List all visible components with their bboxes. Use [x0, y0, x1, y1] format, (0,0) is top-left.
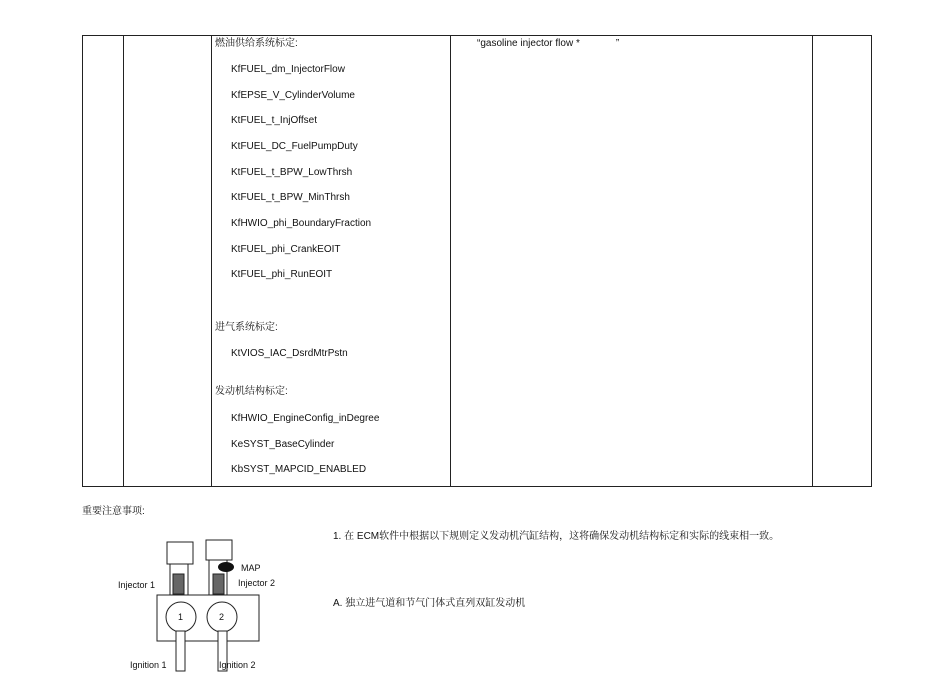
cylinder-1-label: 1 [178, 612, 184, 622]
map-sensor-icon [218, 562, 234, 572]
calibration-item: KbSYST_MAPCID_ENABLED [231, 464, 367, 475]
calibration-item: KtFUEL_phi_RunEOIT [231, 269, 333, 280]
intake-section-heading: 进气系统标定: [215, 322, 278, 333]
note-point-a: A. 独立进气道和节气门体式直列双缸发动机 [333, 598, 526, 609]
calibration-item: KfEPSE_V_CylinderVolume [231, 90, 355, 101]
table-column-divider [812, 36, 813, 486]
calibration-item: KtFUEL_t_InjOffset [231, 115, 317, 126]
calibration-item: KfFUEL_dm_InjectorFlow [231, 64, 345, 75]
injector-2-icon [213, 574, 224, 594]
description-cell [477, 38, 619, 50]
intake-box-2 [206, 540, 232, 560]
calibration-item: KfHWIO_EngineConfig_inDegree [231, 413, 380, 424]
close-quote: ” [615, 38, 620, 49]
cylinder-2-label: 2 [219, 612, 225, 622]
calibration-item: KtFUEL_phi_CrankEOIT [231, 244, 341, 255]
ignition-1-icon [176, 631, 185, 671]
fuel-section-heading: 燃油供给系统标定: [215, 38, 298, 49]
calibration-table [82, 35, 872, 487]
engine-section-heading: 发动机结构标定: [215, 386, 288, 397]
calibration-item: KfHWIO_phi_BoundaryFraction [231, 218, 372, 229]
table-column-divider [450, 36, 451, 486]
calibration-item: KtFUEL_DC_FuelPumpDuty [231, 141, 358, 152]
notes-title: 重要注意事项: [82, 506, 145, 517]
table-column-divider [211, 36, 212, 486]
injector-2-label: Injector 2 [238, 578, 276, 588]
injector-1-label: Injector 1 [118, 580, 156, 590]
calibration-item: KeSYST_BaseCylinder [231, 439, 335, 450]
table-column-divider [123, 36, 124, 486]
ignition-2-label: Ignition 2 [219, 660, 256, 670]
open-quote: “ [477, 38, 481, 49]
description-text: gasoline injector flow * [480, 38, 580, 49]
injector-1-icon [173, 574, 184, 594]
note-point-1: 1. 在 ECM软件中根据以下规则定义发动机汽缸结构，这将确保发动机结构标定和实际的线束相一致。 [333, 531, 780, 542]
calibration-item: KtVIOS_IAC_DsrdMtrPstn [231, 348, 348, 359]
intake-box-1 [167, 542, 193, 564]
engine-diagram [110, 536, 300, 673]
calibration-item: KtFUEL_t_BPW_LowThrsh [231, 167, 353, 178]
ignition-1-label: Ignition 1 [130, 660, 167, 670]
map-label: MAP [241, 563, 261, 573]
engine-diagram-graphic [110, 536, 300, 673]
calibration-item: KtFUEL_t_BPW_MinThrsh [231, 192, 350, 203]
